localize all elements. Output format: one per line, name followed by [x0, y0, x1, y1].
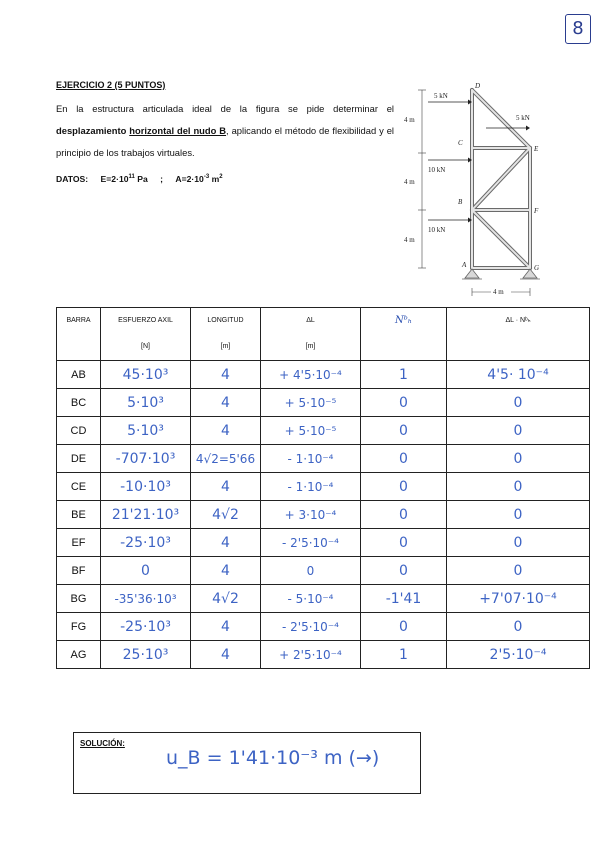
cell-axial: -707·10³ — [101, 445, 191, 473]
cell-n: 0 — [361, 389, 447, 417]
cell-length: 4 — [191, 389, 261, 417]
cell-bar: CE — [57, 473, 101, 501]
page-number: 8 — [565, 14, 591, 44]
cell-delta-l: - 2'5·10⁻⁴ — [261, 529, 361, 557]
cell-delta-l: + 2'5·10⁻⁴ — [261, 641, 361, 669]
cell-n: 0 — [361, 557, 447, 585]
table-header-row — [57, 308, 590, 361]
height-label-2: 4 m — [404, 178, 415, 186]
cell-n: 0 — [361, 613, 447, 641]
cell-n: 0 — [361, 473, 447, 501]
load-label-d: 5 kN — [434, 92, 448, 100]
statement-bold-2: horizontal del nudo B — [129, 125, 227, 136]
cell-delta-l-n: 0 — [447, 501, 590, 529]
node-label-e: E — [534, 145, 539, 153]
statement-text-2: , aplicando el método de flexibilidad y el principio de los trabajos virtuales. — [56, 125, 394, 158]
cell-length: 4 — [191, 557, 261, 585]
node-label-c: C — [458, 139, 463, 147]
cell-delta-l-n: 4'5· 10⁻⁴ — [447, 361, 590, 389]
cell-delta-l-n: 0 — [447, 473, 590, 501]
truss-figure — [400, 80, 550, 305]
header-delta-l: ΔL [m] — [261, 308, 361, 361]
cell-delta-l-n: 0 — [447, 417, 590, 445]
datos-area: $A=2\cdot 10^{-3}$ $m^2$ — [175, 174, 223, 184]
cell-n: 1 — [361, 641, 447, 669]
load-label-b: 10 kN — [428, 226, 446, 234]
cell-delta-l-n: 0 — [447, 529, 590, 557]
node-label-a: A — [462, 261, 467, 269]
cell-bar: BC — [57, 389, 101, 417]
table-row — [57, 641, 590, 669]
width-label: 4 m — [493, 288, 504, 296]
cell-delta-l: - 1·10⁻⁴ — [261, 445, 361, 473]
cell-axial: 5·10³ — [101, 417, 191, 445]
node-label-g: G — [534, 264, 540, 272]
datos-separator: ; — [160, 174, 164, 184]
cell-axial: -10·10³ — [101, 473, 191, 501]
cell-delta-l: - 2'5·10⁻⁴ — [261, 613, 361, 641]
table-row — [57, 473, 590, 501]
results-table — [56, 307, 590, 669]
node-label-f: F — [534, 207, 539, 215]
cell-bar: FG — [57, 613, 101, 641]
cell-axial: 0 — [101, 557, 191, 585]
cell-bar: EF — [57, 529, 101, 557]
cell-bar: BG — [57, 585, 101, 613]
cell-bar: AB — [57, 361, 101, 389]
cell-axial: -25·10³ — [101, 613, 191, 641]
cell-axial: -35'36·10³ — [101, 585, 191, 613]
cell-length: 4 — [191, 529, 261, 557]
cell-delta-l-n: 0 — [447, 557, 590, 585]
cell-delta-l: - 5·10⁻⁴ — [261, 585, 361, 613]
node-label-d: D — [475, 82, 481, 90]
height-label-3: 4 m — [404, 236, 415, 244]
cell-bar: BE — [57, 501, 101, 529]
node-label-b: B — [458, 198, 463, 206]
cell-length: 4 — [191, 613, 261, 641]
solution-value: u_B = 1'41·10⁻³ m (→) — [166, 747, 380, 769]
cell-axial: 21'21·10³ — [101, 501, 191, 529]
header-esfuerzo: ESFUERZO AXIL [N] — [101, 308, 191, 361]
cell-length: 4√2=5'66 — [191, 445, 261, 473]
cell-axial: 45·10³ — [101, 361, 191, 389]
cell-length: 4 — [191, 473, 261, 501]
table-row — [57, 445, 590, 473]
header-barra: BARRA — [57, 308, 101, 361]
cell-delta-l-n: 2'5·10⁻⁴ — [447, 641, 590, 669]
cell-axial: -25·10³ — [101, 529, 191, 557]
table-row — [57, 557, 590, 585]
table-row — [57, 389, 590, 417]
cell-n: 0 — [361, 501, 447, 529]
table-row — [57, 361, 590, 389]
cell-n: 0 — [361, 417, 447, 445]
table-row — [57, 501, 590, 529]
datos-modulus: $E=2\cdot 10^{11}$ Pa — [100, 174, 148, 184]
table-row — [57, 585, 590, 613]
cell-delta-l-n: 0 — [447, 613, 590, 641]
datos-label: DATOS: — [56, 174, 89, 184]
cell-delta-l: + 4'5·10⁻⁴ — [261, 361, 361, 389]
solution-label: SOLUCIÓN: — [80, 739, 125, 748]
cell-bar: CD — [57, 417, 101, 445]
header-longitud: LONGITUD [m] — [191, 308, 261, 361]
cell-n: 0 — [361, 445, 447, 473]
cell-length: 4 — [191, 641, 261, 669]
cell-n: 0 — [361, 529, 447, 557]
height-label-1: 4 m — [404, 116, 415, 124]
cell-delta-l: + 5·10⁻⁵ — [261, 389, 361, 417]
table-row — [57, 613, 590, 641]
solution-box — [73, 732, 421, 794]
exercise-title: EJERCICIO 2 (5 PUNTOS) — [56, 80, 166, 90]
load-label-e: 5 kN — [516, 114, 530, 122]
cell-length: 4 — [191, 361, 261, 389]
cell-n: 1 — [361, 361, 447, 389]
cell-bar: DE — [57, 445, 101, 473]
cell-delta-l-n: 0 — [447, 445, 590, 473]
cell-delta-l: + 5·10⁻⁵ — [261, 417, 361, 445]
statement-text-1: En la estructura articulada ideal de la figura se pide determinar el — [56, 103, 394, 114]
cell-axial: 25·10³ — [101, 641, 191, 669]
header-n: Nᵇₕ — [361, 308, 447, 361]
header-delta-l-n: ΔL · Nᵇₕ — [447, 308, 590, 361]
table-row — [57, 417, 590, 445]
cell-bar: AG — [57, 641, 101, 669]
table-row — [57, 529, 590, 557]
cell-length: 4√2 — [191, 501, 261, 529]
statement-bold-1: desplazamiento — [56, 125, 127, 136]
cell-n: -1'41 — [361, 585, 447, 613]
exercise-statement — [56, 98, 394, 164]
cell-delta-l: - 1·10⁻⁴ — [261, 473, 361, 501]
datos-line — [56, 174, 233, 184]
load-label-c: 10 kN — [428, 166, 446, 174]
cell-length: 4√2 — [191, 585, 261, 613]
cell-axial: 5·10³ — [101, 389, 191, 417]
cell-bar: BF — [57, 557, 101, 585]
cell-delta-l: 0 — [261, 557, 361, 585]
cell-delta-l-n: +7'07·10⁻⁴ — [447, 585, 590, 613]
cell-delta-l: + 3·10⁻⁴ — [261, 501, 361, 529]
cell-delta-l-n: 0 — [447, 389, 590, 417]
cell-length: 4 — [191, 417, 261, 445]
